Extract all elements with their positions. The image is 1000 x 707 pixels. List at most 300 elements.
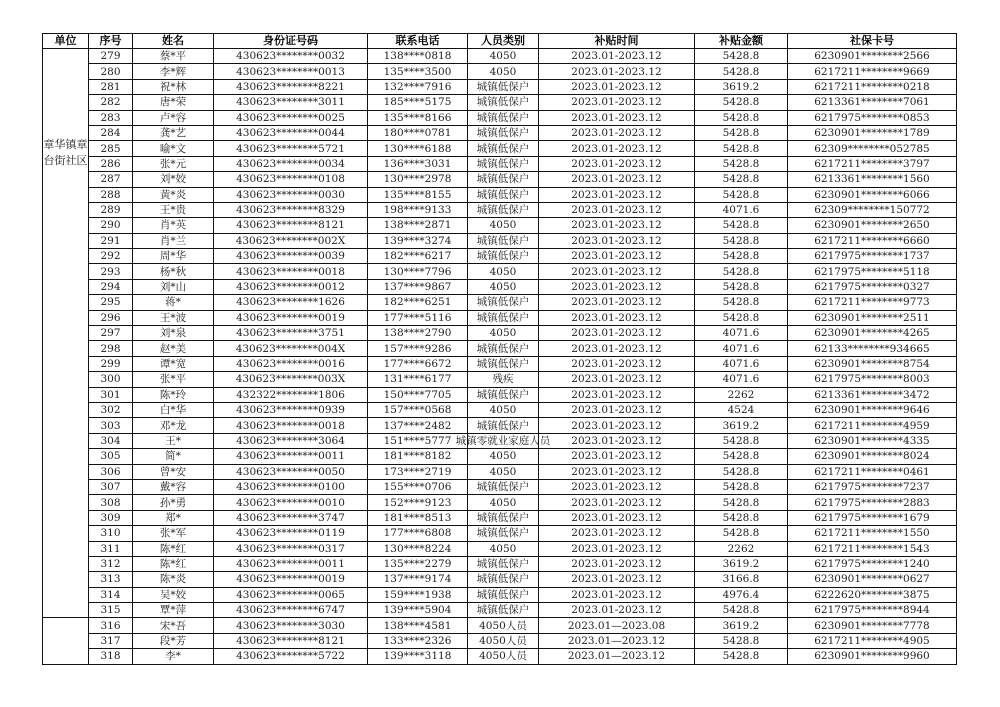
cell-amount: 5428.8	[695, 172, 788, 187]
cell-name: 王*	[133, 433, 214, 448]
cell-name: 肖*英	[133, 218, 214, 233]
cell-period: 2023.01-2023.12	[539, 587, 695, 602]
cell-period: 2023.01-2023.12	[539, 572, 695, 587]
cell-category: 4050	[468, 495, 539, 510]
cell-name: 陈*玲	[133, 387, 214, 402]
cell-index: 311	[89, 541, 133, 556]
cell-phone: 157****9286	[368, 341, 468, 356]
cell-index: 292	[89, 249, 133, 264]
cell-name: 肖*兰	[133, 233, 214, 248]
cell-amount: 5428.8	[695, 603, 788, 618]
cell-category: 城镇低保户	[468, 479, 539, 494]
table-row	[43, 79, 957, 94]
cell-period: 2023.01-2023.12	[539, 510, 695, 525]
cell-name: 刘*山	[133, 279, 214, 294]
cell-id-number: 430623********0018	[214, 264, 368, 279]
cell-card-number: 6230901********4265	[788, 326, 957, 341]
cell-category-text: 4050人员	[479, 650, 527, 663]
table-row	[43, 172, 957, 187]
cell-name: 简*	[133, 449, 214, 464]
cell-amount: 3166.8	[695, 572, 788, 587]
cell-category: 4050	[468, 326, 539, 341]
cell-card-number: 6230901********0627	[788, 572, 957, 587]
cell-index: 306	[89, 464, 133, 479]
cell-card-number: 6230901********9646	[788, 402, 957, 417]
table-row	[43, 202, 957, 217]
cell-amount: 4071.6	[695, 372, 788, 387]
cell-name: 蒋*	[133, 295, 214, 310]
table-body	[43, 49, 957, 665]
cell-category: 城镇低保户	[468, 556, 539, 571]
table-row	[43, 449, 957, 464]
cell-period: 2023.01-2023.12	[539, 526, 695, 541]
cell-period: 2023.01-2023.12	[539, 464, 695, 479]
cell-category: 4050	[468, 64, 539, 79]
cell-phone: 177****6808	[368, 526, 468, 541]
cell-period: 2023.01-2023.12	[539, 233, 695, 248]
cell-card-number: 62133********934665	[788, 341, 957, 356]
cell-category: 4050	[468, 279, 539, 294]
cell-amount: 3619.2	[695, 618, 788, 633]
header-name: 姓名	[133, 34, 214, 49]
table-row	[43, 95, 957, 110]
cell-name: 张*军	[133, 526, 214, 541]
header-id-number: 身份证号码	[214, 34, 368, 49]
cell-index: 305	[89, 449, 133, 464]
cell-id-number: 430623********8121	[214, 218, 368, 233]
table-row	[43, 510, 957, 525]
cell-category	[455, 433, 551, 448]
cell-amount: 4524	[695, 402, 788, 417]
cell-period: 2023.01-2023.12	[539, 603, 695, 618]
cell-id-number: 430623********0010	[214, 495, 368, 510]
cell-phone: 152****9123	[368, 495, 468, 510]
cell-id-number: 430623********0065	[214, 587, 368, 602]
cell-category: 4050	[468, 402, 539, 417]
cell-phone: 130****2978	[368, 172, 468, 187]
cell-amount: 4071.6	[695, 326, 788, 341]
cell-card-number: 6217211********0461	[788, 464, 957, 479]
cell-phone: 130****6188	[368, 141, 468, 156]
cell-index: 307	[89, 479, 133, 494]
cell-amount: 3619.2	[695, 418, 788, 433]
cell-name: 刘*泉	[133, 326, 214, 341]
cell-category: 城镇低保户	[468, 156, 539, 171]
cell-phone: 137****9867	[368, 279, 468, 294]
cell-name: 白*华	[133, 402, 214, 417]
cell-amount: 5428.8	[695, 49, 788, 64]
cell-period: 2023.01-2023.12	[539, 433, 695, 448]
cell-period: 2023.01-2023.12	[539, 326, 695, 341]
cell-id-number: 430623********5721	[214, 141, 368, 156]
cell-period: 2023.01-2023.12	[539, 387, 695, 402]
cell-period: 2023.01-2023.12	[539, 110, 695, 125]
cell-phone: 135****2279	[368, 556, 468, 571]
cell-card-number: 6217975********0327	[788, 279, 957, 294]
header-phone: 联系电话	[368, 34, 468, 49]
cell-name: 蔡*平	[133, 49, 214, 64]
cell-card-number: 6217211********1550	[788, 526, 957, 541]
cell-period: 2023.01—2023.12	[539, 649, 695, 664]
cell-id-number: 430623********8121	[214, 633, 368, 648]
cell-amount: 3619.2	[695, 79, 788, 94]
cell-period: 2023.01-2023.12	[539, 172, 695, 187]
cell-index: 297	[89, 326, 133, 341]
cell-amount: 5428.8	[695, 295, 788, 310]
cell-id-number: 430623********1626	[214, 295, 368, 310]
cell-period: 2023.01-2023.12	[539, 187, 695, 202]
cell-name: 曾*安	[133, 464, 214, 479]
cell-name: 段*芳	[133, 633, 214, 648]
cell-amount: 5428.8	[695, 526, 788, 541]
cell-name: 陈*炎	[133, 572, 214, 587]
cell-amount: 5428.8	[695, 464, 788, 479]
cell-id-number: 430623********0019	[214, 572, 368, 587]
cell-category: 城镇低保户	[468, 95, 539, 110]
cell-id-number: 430623********0019	[214, 310, 368, 325]
cell-name: 唐*荣	[133, 95, 214, 110]
table-row	[43, 49, 957, 64]
table-row	[43, 249, 957, 264]
cell-index: 309	[89, 510, 133, 525]
cell-category: 城镇低保户	[468, 202, 539, 217]
cell-amount: 4976.4	[695, 587, 788, 602]
cell-phone: 173****2719	[368, 464, 468, 479]
cell-category: 城镇低保户	[468, 187, 539, 202]
cell-name: 黄*炎	[133, 187, 214, 202]
cell-card-number: 6230901********6066	[788, 187, 957, 202]
cell-phone: 159****1938	[368, 587, 468, 602]
cell-category: 城镇低保户	[468, 110, 539, 125]
table-row	[43, 372, 957, 387]
cell-name: 祝*林	[133, 79, 214, 94]
cell-card-number: 6217211********9669	[788, 64, 957, 79]
cell-id-number: 430623********002X	[214, 233, 368, 248]
cell-name: 张*平	[133, 372, 214, 387]
table-row	[43, 541, 957, 556]
cell-id-number: 430623********0012	[214, 279, 368, 294]
cell-name: 谭*宽	[133, 356, 214, 371]
table-row	[43, 556, 957, 571]
cell-name: 龚*艺	[133, 125, 214, 140]
cell-period: 2023.01-2023.12	[539, 495, 695, 510]
table-row	[43, 233, 957, 248]
cell-id-number: 430623********0032	[214, 49, 368, 64]
cell-index: 314	[89, 587, 133, 602]
cell-phone: 139****5904	[368, 603, 468, 618]
cell-amount: 4071.6	[695, 341, 788, 356]
cell-phone: 182****6251	[368, 295, 468, 310]
cell-amount: 5428.8	[695, 449, 788, 464]
cell-amount: 5428.8	[695, 264, 788, 279]
cell-id-number: 430623********0050	[214, 464, 368, 479]
cell-category: 4050	[468, 464, 539, 479]
cell-card-number: 6213361********7061	[788, 95, 957, 110]
cell-category	[468, 649, 539, 664]
cell-amount: 5428.8	[695, 141, 788, 156]
table-row	[43, 310, 957, 325]
cell-phone: 131****6177	[368, 372, 468, 387]
cell-index: 296	[89, 310, 133, 325]
cell-period: 2023.01-2023.12	[539, 264, 695, 279]
cell-period: 2023.01-2023.12	[539, 449, 695, 464]
cell-card-number: 62309********052785	[788, 141, 957, 156]
cell-id-number: 430623********8329	[214, 202, 368, 217]
cell-index: 288	[89, 187, 133, 202]
cell-name: 杨*秋	[133, 264, 214, 279]
cell-category	[468, 633, 539, 648]
cell-index: 316	[89, 618, 133, 633]
cell-amount: 5428.8	[695, 64, 788, 79]
cell-index: 279	[89, 49, 133, 64]
cell-period: 2023.01-2023.12	[539, 541, 695, 556]
cell-phone: 138****2871	[368, 218, 468, 233]
cell-period: 2023.01-2023.12	[539, 125, 695, 140]
cell-period: 2023.01-2023.12	[539, 341, 695, 356]
cell-phone: 135****8166	[368, 110, 468, 125]
table-row	[43, 633, 957, 648]
cell-phone: 137****9174	[368, 572, 468, 587]
cell-name: 张*元	[133, 156, 214, 171]
cell-card-number: 6213361********1560	[788, 172, 957, 187]
table-row	[43, 526, 957, 541]
cell-id-number: 430623********6747	[214, 603, 368, 618]
cell-index: 291	[89, 233, 133, 248]
cell-category: 城镇低保户	[468, 141, 539, 156]
cell-amount: 5428.8	[695, 156, 788, 171]
cell-amount: 2262	[695, 387, 788, 402]
cell-id-number: 430623********0317	[214, 541, 368, 556]
table-row	[43, 279, 957, 294]
cell-phone: 133****2326	[368, 633, 468, 648]
table-row	[43, 387, 957, 402]
cell-name: 陈*红	[133, 541, 214, 556]
table-row	[43, 295, 957, 310]
cell-amount: 5428.8	[695, 125, 788, 140]
cell-period: 2023.01-2023.12	[539, 218, 695, 233]
cell-name: 陈*红	[133, 556, 214, 571]
cell-name: 李*辉	[133, 64, 214, 79]
cell-name: 邓*龙	[133, 418, 214, 433]
cell-card-number: 6217975********0853	[788, 110, 957, 125]
cell-category: 4050	[468, 541, 539, 556]
cell-id-number: 430623********3064	[214, 433, 368, 448]
cell-id-number: 430623********0018	[214, 418, 368, 433]
table-row	[43, 326, 957, 341]
cell-name: 卢*容	[133, 110, 214, 125]
cell-index: 284	[89, 125, 133, 140]
cell-phone: 139****3118	[368, 649, 468, 664]
cell-amount: 4071.6	[695, 356, 788, 371]
cell-index: 293	[89, 264, 133, 279]
cell-phone: 139****3274	[368, 233, 468, 248]
cell-index: 282	[89, 95, 133, 110]
cell-amount: 5428.8	[695, 279, 788, 294]
cell-category: 残疾	[468, 372, 539, 387]
subsidy-table	[42, 33, 957, 665]
cell-card-number: 6230901********4335	[788, 433, 957, 448]
cell-index: 287	[89, 172, 133, 187]
cell-card-number: 6217211********0218	[788, 79, 957, 94]
cell-amount: 5428.8	[695, 233, 788, 248]
cell-amount: 5428.8	[695, 187, 788, 202]
cell-category: 城镇低保户	[468, 295, 539, 310]
cell-category: 4050	[468, 218, 539, 233]
table-row	[43, 218, 957, 233]
cell-name: 覃*萍	[133, 603, 214, 618]
cell-amount: 3619.2	[695, 556, 788, 571]
cell-phone: 137****2482	[368, 418, 468, 433]
cell-index: 308	[89, 495, 133, 510]
cell-category: 城镇低保户	[468, 418, 539, 433]
cell-id-number: 430623********0100	[214, 479, 368, 494]
cell-name: 刘*姣	[133, 172, 214, 187]
cell-phone: 138****2790	[368, 326, 468, 341]
table-row	[43, 464, 957, 479]
cell-category: 城镇低保户	[468, 603, 539, 618]
cell-id-number: 430623********3751	[214, 326, 368, 341]
cell-category: 4050	[468, 49, 539, 64]
cell-card-number: 6217975********8003	[788, 372, 957, 387]
cell-category: 城镇低保户	[468, 356, 539, 371]
cell-amount: 5428.8	[695, 249, 788, 264]
cell-category: 4050	[468, 449, 539, 464]
header-index: 序号	[89, 34, 133, 49]
cell-unit: 章华镇章台街社区	[43, 49, 89, 618]
cell-phone: 177****5116	[368, 310, 468, 325]
header-card-number: 社保卡号	[788, 34, 957, 49]
cell-category: 城镇低保户	[468, 233, 539, 248]
cell-category: 城镇低保户	[468, 587, 539, 602]
cell-id-number: 430623********0108	[214, 172, 368, 187]
cell-card-number: 6217211********4959	[788, 418, 957, 433]
cell-id-number: 430623********0025	[214, 110, 368, 125]
cell-card-number: 6217975********5118	[788, 264, 957, 279]
cell-period: 2023.01-2023.12	[539, 356, 695, 371]
cell-period: 2023.01-2023.12	[539, 295, 695, 310]
table-row	[43, 341, 957, 356]
cell-phone: 177****6672	[368, 356, 468, 371]
cell-category: 城镇低保户	[468, 510, 539, 525]
cell-period: 2023.01-2023.12	[539, 249, 695, 264]
cell-id-number: 432322********1806	[214, 387, 368, 402]
cell-index: 302	[89, 402, 133, 417]
cell-index: 290	[89, 218, 133, 233]
cell-period: 2023.01-2023.12	[539, 49, 695, 64]
cell-card-number: 6213361********3472	[788, 387, 957, 402]
cell-index: 298	[89, 341, 133, 356]
cell-period: 2023.01-2023.12	[539, 156, 695, 171]
cell-index: 303	[89, 418, 133, 433]
cell-card-number: 6217211********3797	[788, 156, 957, 171]
cell-name: 喻*文	[133, 141, 214, 156]
header-unit: 单位	[43, 34, 89, 49]
cell-id-number: 430623********0011	[214, 449, 368, 464]
table-row	[43, 495, 957, 510]
cell-card-number: 6230901********7778	[788, 618, 957, 633]
cell-phone: 181****8182	[368, 449, 468, 464]
cell-id-number: 430623********0030	[214, 187, 368, 202]
cell-name: 戴*容	[133, 479, 214, 494]
cell-period: 2023.01-2023.12	[539, 141, 695, 156]
cell-index: 281	[89, 79, 133, 94]
cell-period: 2023.01-2023.12	[539, 279, 695, 294]
cell-name: 吴*姣	[133, 587, 214, 602]
cell-card-number: 6217975********1737	[788, 249, 957, 264]
cell-phone: 135****8155	[368, 187, 468, 202]
cell-index: 300	[89, 372, 133, 387]
cell-index: 283	[89, 110, 133, 125]
cell-category-text: 城镇零就业家庭人员	[455, 434, 551, 447]
cell-amount: 5428.8	[695, 110, 788, 125]
table-row	[43, 433, 957, 448]
cell-index: 315	[89, 603, 133, 618]
cell-phone: 130****7796	[368, 264, 468, 279]
cell-amount: 5428.8	[695, 433, 788, 448]
table-row	[43, 418, 957, 433]
cell-id-number: 430623********3747	[214, 510, 368, 525]
cell-phone: 138****0818	[368, 49, 468, 64]
cell-card-number: 6217211********9773	[788, 295, 957, 310]
cell-period: 2023.01-2023.12	[539, 79, 695, 94]
cell-index: 285	[89, 141, 133, 156]
cell-name: 孙*勇	[133, 495, 214, 510]
cell-phone: 182****6217	[368, 249, 468, 264]
cell-card-number: 6230901********9960	[788, 649, 957, 664]
cell-card-number: 6230901********8754	[788, 356, 957, 371]
cell-amount: 5428.8	[695, 218, 788, 233]
cell-category	[468, 618, 539, 633]
table-row	[43, 402, 957, 417]
cell-card-number: 6217975********1240	[788, 556, 957, 571]
cell-id-number: 430623********0939	[214, 402, 368, 417]
cell-card-number: 6217975********1679	[788, 510, 957, 525]
cell-amount: 5428.8	[695, 495, 788, 510]
cell-name: 王*贵	[133, 202, 214, 217]
table-row	[43, 587, 957, 602]
cell-period: 2023.01—2023.08	[539, 618, 695, 633]
table-row	[43, 649, 957, 664]
table-row	[43, 110, 957, 125]
cell-period: 2023.01-2023.12	[539, 418, 695, 433]
cell-category: 城镇低保户	[468, 125, 539, 140]
cell-index: 310	[89, 526, 133, 541]
cell-card-number: 6230901********8024	[788, 449, 957, 464]
table-row	[43, 603, 957, 618]
cell-category: 城镇低保户	[468, 526, 539, 541]
cell-index: 289	[89, 202, 133, 217]
cell-index: 301	[89, 387, 133, 402]
cell-amount: 5428.8	[695, 510, 788, 525]
cell-category: 4050	[468, 264, 539, 279]
cell-index: 299	[89, 356, 133, 371]
cell-category: 城镇低保户	[468, 572, 539, 587]
header-amount: 补贴金额	[695, 34, 788, 49]
cell-phone: 181****8513	[368, 510, 468, 525]
cell-phone: 130****8224	[368, 541, 468, 556]
cell-amount: 4071.6	[695, 202, 788, 217]
cell-period: 2023.01-2023.12	[539, 372, 695, 387]
cell-unit	[43, 618, 89, 664]
cell-card-number: 6217975********2883	[788, 495, 957, 510]
cell-category: 城镇低保户	[468, 341, 539, 356]
cell-period: 2023.01-2023.12	[539, 202, 695, 217]
cell-name: 郑*	[133, 510, 214, 525]
cell-card-number: 6217211********1543	[788, 541, 957, 556]
cell-card-number: 6217211********4905	[788, 633, 957, 648]
cell-amount: 5428.8	[695, 310, 788, 325]
cell-id-number: 430623********3011	[214, 95, 368, 110]
